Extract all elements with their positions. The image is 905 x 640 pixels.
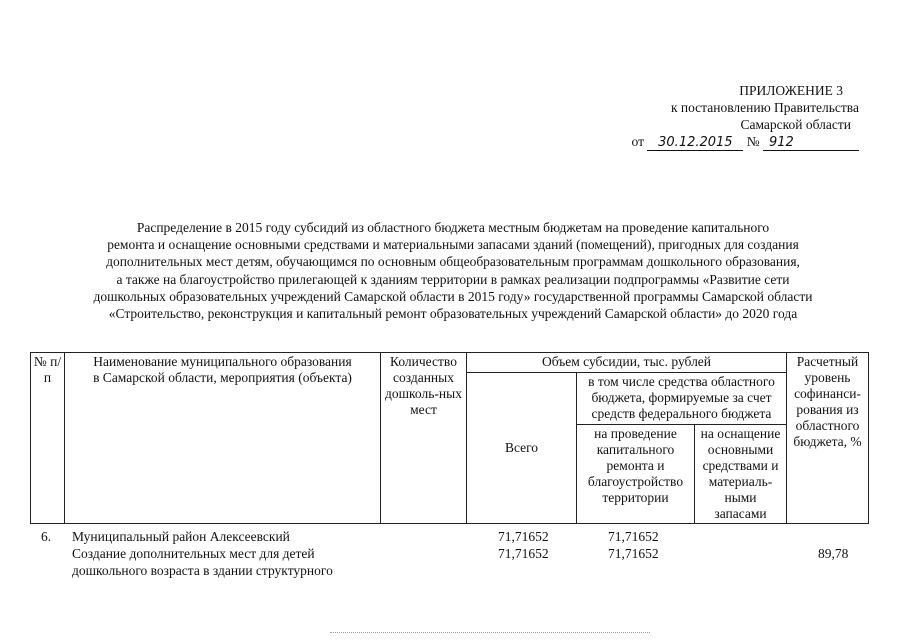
row-repair: 71,71652	[608, 546, 659, 561]
scan-artifact-divider	[330, 632, 650, 634]
row-cofinancing: 89,78	[818, 546, 849, 561]
row-name: Создание дополнительных мест для детей	[72, 546, 315, 561]
heading-line: дополнительных мест детям, обучающимся по основным общеобразовательным программам дошкольного образования,	[106, 254, 800, 270]
header-name: Наименование муниципального образования в Самарской области, мероприятия (объекта)	[65, 353, 381, 524]
heading-line: Распределение в 2015 году субсидий из областного бюджета местным бюджетам на проведение капитального	[136, 220, 770, 235]
row-total: 71,71652	[498, 529, 549, 544]
appendix-title: ПРИЛОЖЕНИЕ 3	[739, 83, 843, 98]
row-name-continued: дошкольного возраста в здании структурного	[72, 563, 333, 578]
header-subsidy: Объем субсидии, тыс. рублей	[467, 353, 787, 373]
header-num: № п/п	[31, 353, 65, 524]
appendix-block	[632, 82, 860, 151]
heading-line: ремонта и оснащение основными средствами и материальными запасами зданий (помещений), пригодных для создания	[107, 237, 799, 253]
heading-line: дошкольных образовательных учреждений Самарской области в 2015 году» государственной программы Самарской области	[93, 288, 813, 304]
handwritten-date: 30.12.2015	[647, 136, 743, 151]
document-heading	[28, 219, 878, 322]
number-prefix: №	[746, 134, 760, 149]
row-number: 6.	[41, 529, 52, 544]
heading-line: «Строительство, реконструкция и капитальный ремонт образовательных учреждений Самарской области» до 2020 года	[108, 306, 798, 322]
header-cofinancing: Расчетный уровень софинанси-рования из областного бюджета, %	[787, 353, 869, 524]
row-total: 71,71652	[498, 546, 549, 561]
appendix-date-line	[632, 133, 860, 151]
appendix-resolution: к постановлению Правительства	[670, 100, 859, 115]
row-name: Муниципальный район Алексеевский	[72, 529, 290, 544]
header-including: в том числе средства областного бюджета, формируемые за счет средств федерального бюджета	[577, 373, 787, 425]
heading-line: а также на благоустройство прилегающей к зданиям территории в рамках реализации подпрограммы «Развитие сети	[116, 271, 790, 287]
row-repair: 71,71652	[608, 529, 659, 544]
date-prefix: от	[631, 134, 644, 149]
handwritten-number: 912	[763, 136, 859, 151]
appendix-region: Самарской области	[740, 117, 851, 132]
header-places: Количество созданных дошколь-ных мест	[381, 353, 467, 524]
header-total: Всего	[467, 373, 577, 524]
header-equipment: на оснащение основными средствами и материаль-ными запасами	[695, 425, 787, 524]
subsidy-table	[30, 352, 869, 524]
header-repair: на проведение капитального ремонта и благоустройство территории	[577, 425, 695, 524]
